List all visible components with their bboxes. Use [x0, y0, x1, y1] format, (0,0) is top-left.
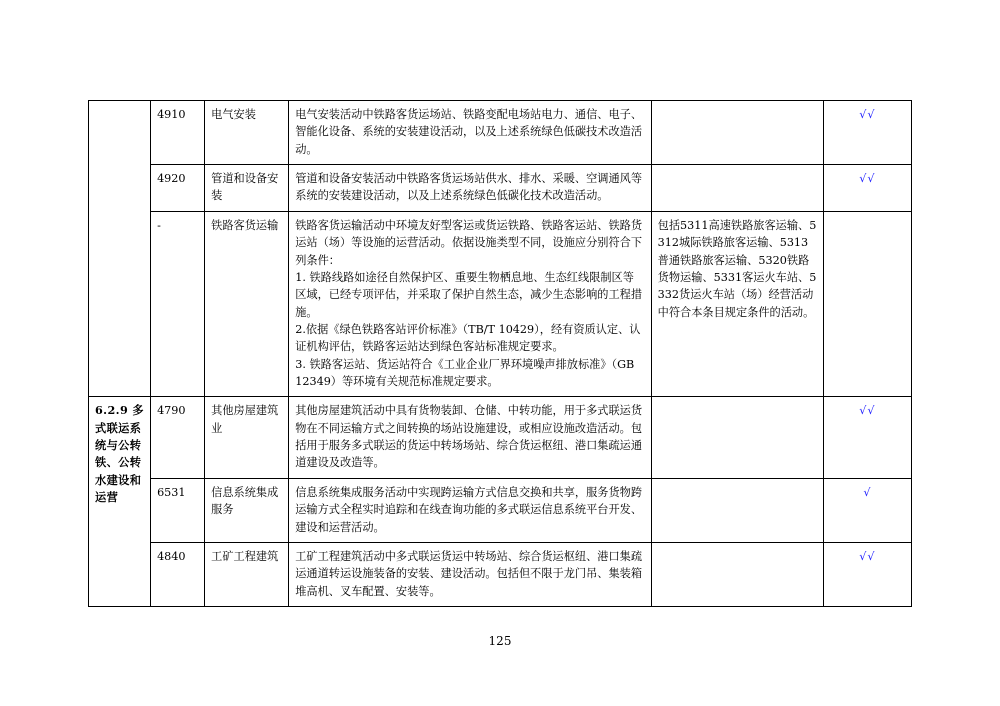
cell-name: 管道和设备安装	[205, 165, 289, 212]
cell-marks	[823, 211, 911, 397]
cell-description	[289, 211, 651, 397]
description-paragraph: 铁路客货运输活动中环境友好型客运或货运铁路、铁路客运站、铁路货运站（场）等设施的运营活动。依据设施类型不同，设施应分别符合下列条件：	[295, 218, 643, 267]
cell-marks: √√	[823, 542, 911, 606]
classification-table	[88, 100, 912, 607]
cell-code: 4910	[151, 101, 205, 165]
cell-note	[651, 542, 823, 606]
cell-name: 信息系统集成服务	[205, 478, 289, 542]
cell-category: 6.2.9 多式联运系统与公转铁、公转水建设和运营	[89, 397, 151, 607]
cell-marks: √	[823, 478, 911, 542]
cell-code: 4840	[151, 542, 205, 606]
description-paragraph: 1. 铁路线路如途径自然保护区、重要生物栖息地、生态红线限制区等区域，已经专项评估，并采取了保护自然生态，减少生态影响的工程措施。	[295, 270, 643, 319]
page-number: 125	[488, 634, 512, 648]
cell-marks: √√	[823, 101, 911, 165]
cell-description: 电气安装活动中铁路客货运场站、铁路变配电场站电力、通信、电子、智能化设备、系统的安装建设活动，以及上述系统绿色低碳技术改造活动。	[289, 101, 651, 165]
table-row	[89, 165, 912, 212]
cell-name: 铁路客货运输	[205, 211, 289, 397]
cell-note	[651, 478, 823, 542]
cell-category	[89, 101, 151, 397]
cell-name: 电气安装	[205, 101, 289, 165]
cell-description: 管道和设备安装活动中铁路客货运场站供水、排水、采暖、空调通风等系统的安装建设活动，以及上述系统绿色低碳化技术改造活动。	[289, 165, 651, 212]
cell-code: -	[151, 211, 205, 397]
cell-description: 工矿工程建筑活动中多式联运货运中转场站、综合货运枢纽、港口集疏运通道转运设施装备的安装、建设活动。包括但不限于龙门吊、集装箱堆高机、叉车配置、安装等。	[289, 542, 651, 606]
cell-code: 4920	[151, 165, 205, 212]
cell-name: 其他房屋建筑业	[205, 397, 289, 478]
cell-description: 其他房屋建筑活动中具有货物装卸、仓储、中转功能，用于多式联运货物在不同运输方式之间转换的场站设施建设，或相应设施改造活动。包括用于服务多式联运的货运中转场场站、综合货运枢纽、港口集疏运通道建设及改造等。	[289, 397, 651, 478]
cell-code: 4790	[151, 397, 205, 478]
cell-description: 信息系统集成服务活动中实现跨运输方式信息交换和共享，服务货物跨运输方式全程实时追踪和在线查询功能的多式联运信息系统平台开发、建设和运营活动。	[289, 478, 651, 542]
cell-marks: √√	[823, 397, 911, 478]
cell-note	[651, 397, 823, 478]
cell-marks: √√	[823, 165, 911, 212]
cell-name: 工矿工程建筑	[205, 542, 289, 606]
cell-note: 包括5311高速铁路旅客运输、5312城际铁路旅客运输、5313普通铁路旅客运输、5320铁路货物运输、5331客运火车站、5332货运火车站（场）经营活动中符合本条目规定条件的活动。	[651, 211, 823, 397]
cell-code: 6531	[151, 478, 205, 542]
description-paragraph: 3. 铁路客运站、货运站符合《工业企业厂界环境噪声排放标准》（GB 12349）等环境有关规范标准规定要求。	[295, 357, 635, 389]
cell-note	[651, 101, 823, 165]
table-row	[89, 397, 912, 478]
table-row	[89, 478, 912, 542]
table-row	[89, 542, 912, 606]
cell-note	[651, 165, 823, 212]
table-row	[89, 211, 912, 397]
table-row	[89, 101, 912, 165]
table-container	[88, 100, 912, 607]
description-paragraph: 2.依据《绿色铁路客站评价标准》（TB/T 10429），经有资质认定、认证机构评估，铁路客运站达到绿色客站标准规定要求。	[295, 322, 641, 354]
